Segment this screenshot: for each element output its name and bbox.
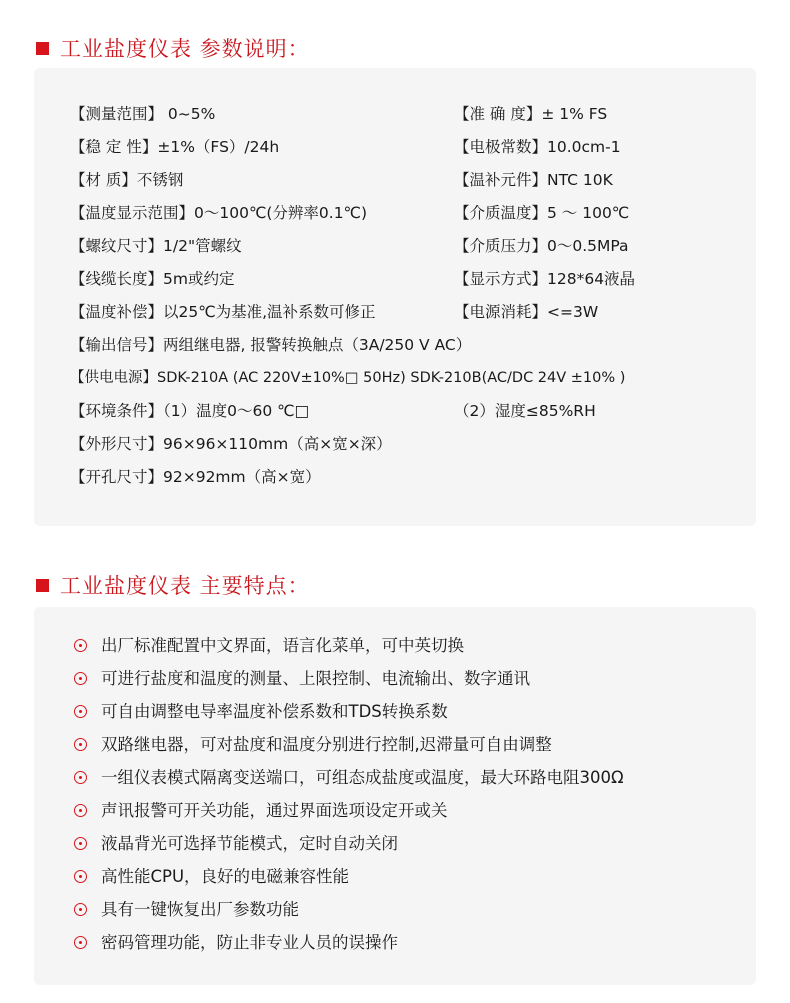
param-right: 【温补元件】NTC 10K: [454, 171, 613, 189]
param-left: 【温度补偿】以25℃为基准,温补系数可修正: [70, 303, 376, 321]
circle-bullet-icon: [74, 837, 87, 850]
features-section-title: [36, 570, 310, 600]
feature-text: 可自由调整电导率温度补偿系数和TDS转换系数: [101, 702, 448, 721]
param-left: 【外形尺寸】96×96×110mm（高×宽×深）: [70, 435, 392, 453]
param-left: 【输出信号】两组继电器, 报警转换触点（3A/250 V AC）: [70, 336, 472, 354]
feature-text: 声讯报警可开关功能，通过界面选项设定开或关: [101, 801, 448, 820]
param-row: [70, 131, 621, 164]
feature-item: [74, 662, 530, 695]
circle-bullet-icon: [74, 672, 87, 685]
param-row: [70, 461, 321, 494]
param-right: 【介质压力】0～0.5MPa: [454, 237, 629, 255]
circle-bullet-icon: [74, 903, 87, 916]
param-left: 【开孔尺寸】92×92mm（高×宽）: [70, 468, 321, 486]
param-left: 【螺纹尺寸】1/2"管螺纹: [70, 237, 242, 255]
params-title-text: 工业盐度仪表 参数说明：: [60, 37, 310, 61]
param-row: [70, 98, 608, 131]
param-row: [70, 428, 392, 461]
feature-item: [74, 860, 349, 893]
param-left: 【环境条件】（1）温度0～60 ℃□: [70, 402, 310, 420]
param-row: [70, 362, 625, 395]
circle-bullet-icon: [74, 936, 87, 949]
param-row: [70, 263, 636, 296]
feature-text: 高性能CPU，良好的电磁兼容性能: [101, 867, 350, 886]
feature-item: [74, 827, 398, 860]
feature-text: 双路继电器，可对盐度和温度分别进行控制,迟滞量可自由调整: [101, 735, 552, 754]
param-row: [70, 296, 599, 329]
feature-text: 密码管理功能，防止非专业人员的误操作: [101, 933, 398, 952]
param-left: 【线缆长度】5m或约定: [70, 270, 235, 288]
param-left: 【稳 定 性】±1%（FS）/24h: [70, 138, 280, 156]
feature-text: 一组仪表模式隔离变送端口，可组态成盐度或温度，最大环路电阻300Ω: [101, 768, 624, 787]
param-right: 【电极常数】10.0cm-1: [454, 138, 621, 156]
param-left: 【测量范围】 0~5%: [70, 105, 216, 123]
param-row: [70, 230, 629, 263]
params-panel: [34, 68, 756, 526]
param-right: 【准 确 度】± 1% FS: [454, 105, 608, 123]
feature-item: [74, 926, 398, 959]
param-row: [70, 329, 471, 362]
param-row: [70, 164, 613, 197]
feature-item: [74, 728, 552, 761]
red-square-icon: [36, 579, 49, 592]
circle-bullet-icon: [74, 705, 87, 718]
feature-text: 具有一键恢复出厂参数功能: [101, 900, 299, 919]
circle-bullet-icon: [74, 804, 87, 817]
feature-item: [74, 695, 448, 728]
param-left: 【温度显示范围】0～100℃(分辨率0.1℃): [70, 204, 368, 222]
feature-item: [74, 893, 299, 926]
param-right: 【介质温度】5 ～ 100℃: [454, 204, 630, 222]
feature-item: [74, 794, 448, 827]
feature-item: [74, 629, 464, 662]
features-panel: [34, 607, 756, 985]
circle-bullet-icon: [74, 870, 87, 883]
param-left: 【材 质】不锈钢: [70, 171, 184, 189]
param-right: 【显示方式】128*64液晶: [454, 270, 636, 288]
param-right: （2）湿度≤85%RH: [454, 402, 596, 420]
circle-bullet-icon: [74, 738, 87, 751]
feature-text: 液晶背光可选择节能模式，定时自动关闭: [101, 834, 398, 853]
circle-bullet-icon: [74, 771, 87, 784]
red-square-icon: [36, 42, 49, 55]
param-row: [70, 197, 630, 230]
feature-text: 可进行盐度和温度的测量、上限控制、电流输出、数字通讯: [101, 669, 530, 688]
circle-bullet-icon: [74, 639, 87, 652]
features-title-text: 工业盐度仪表 主要特点：: [60, 574, 310, 598]
feature-item: [74, 761, 624, 794]
param-right: 【电源消耗】<=3W: [454, 303, 599, 321]
params-section-title: [36, 33, 310, 63]
feature-text: 出厂标准配置中文界面，语言化菜单，可中英切换: [101, 636, 464, 655]
param-row: [70, 395, 596, 428]
param-left: 【供电电源】SDK-210A (AC 220V±10%□ 50Hz) SDK-210B(AC/DC 24V ±10% ): [70, 370, 626, 386]
